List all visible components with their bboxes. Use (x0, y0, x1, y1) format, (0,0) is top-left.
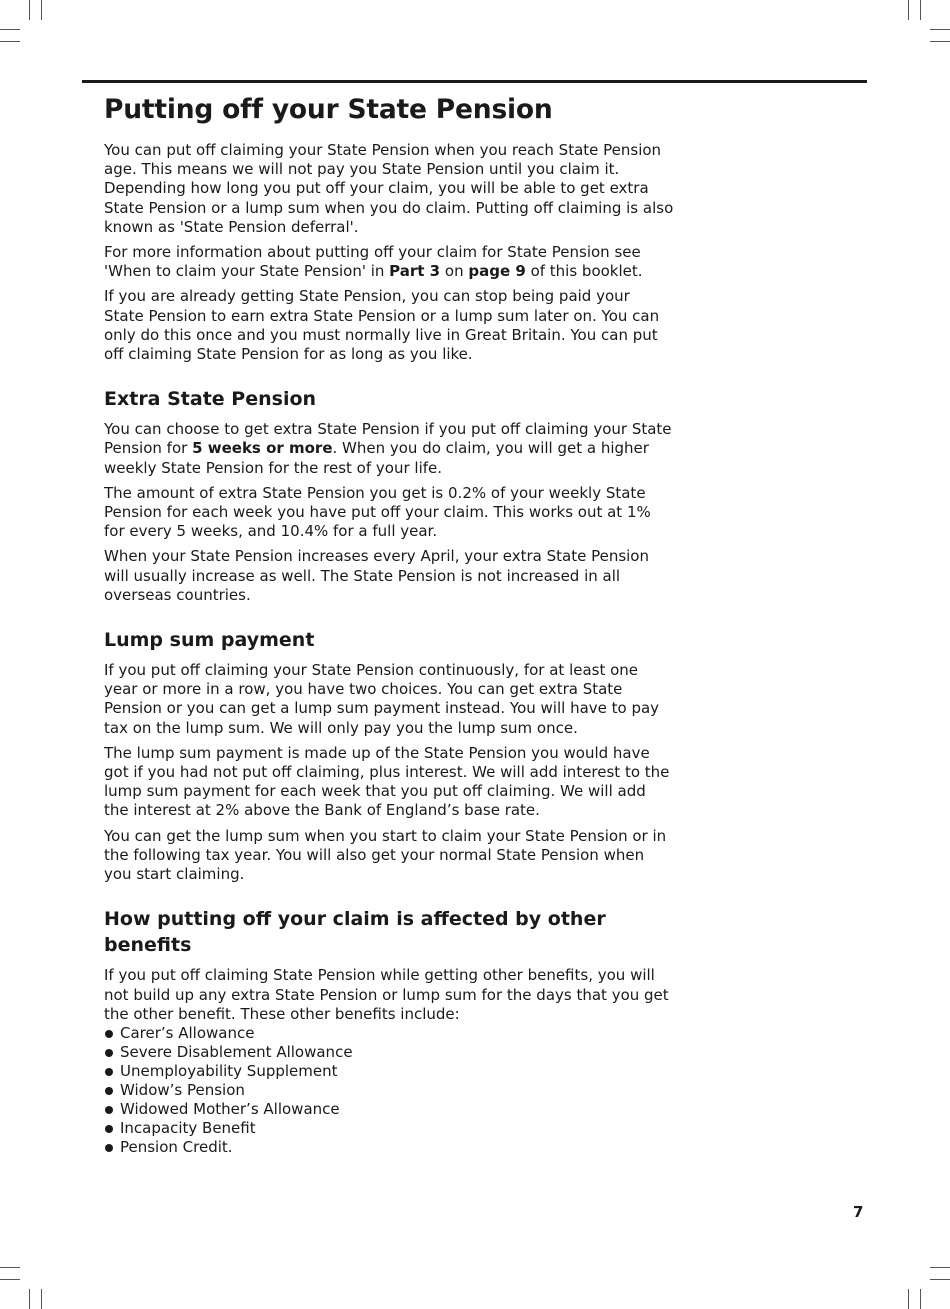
page-reference: page 9 (468, 262, 526, 281)
lump-paragraph-1: If you put off claiming your State Pension continuously, for at least one year or more in a row, you have two choices. You can get extra State Pension or you can get a lump sum payment instead. You will have to pay tax on the lump sum. We will only pay you the lump sum once. (104, 661, 660, 737)
crop-mark (0, 41, 20, 42)
list-item: Unemployability Supplement (104, 1062, 674, 1081)
crop-mark (908, 0, 909, 20)
crop-mark (920, 0, 921, 20)
extra-paragraph-3: When your State Pension increases every April, your extra State Pension will usually increase as well. The State Pension is not increased in all overseas countries. (104, 547, 649, 604)
benefits-list (104, 1024, 674, 1157)
section-heading: Lump sum payment (104, 629, 315, 652)
list-item: Severe Disablement Allowance (104, 1043, 674, 1062)
crop-mark (0, 29, 20, 30)
section-lump-sum (104, 627, 674, 884)
page-content (104, 93, 674, 1157)
crop-mark (930, 29, 950, 30)
intro-paragraph-2: For more information about putting off your claim for State Pension see 'When to claim your State Pension' in Part 3 on page 9 of this booklet. (104, 243, 643, 281)
section-extra-state-pension (104, 386, 674, 605)
extra-paragraph-1: You can choose to get extra State Pension if you put off claiming your State Pension for 5 weeks or more. When you do claim, you will get a higher weekly State Pension for the rest of your life. (104, 420, 672, 477)
part-reference: Part 3 (389, 262, 441, 281)
lump-paragraph-2: The lump sum payment is made up of the State Pension you would have got if you had not put off claiming, plus interest. We will add interest to the lump sum payment for each week that you put off claiming. We will add the interest at 2% above the Bank of England’s base rate. (104, 743, 670, 820)
crop-mark (29, 0, 30, 20)
intro-paragraph-1: You can put off claiming your State Pension when you reach State Pension age. This means we will not pay you State Pension until you claim it. Depending how long you put off your claim, you will be able to get extra State Pension or a lump sum when you do claim. Putting off claiming is also known as 'State Pension deferral'. (104, 141, 674, 236)
page-title: Putting off your State Pension (104, 94, 553, 125)
crop-mark (41, 0, 42, 20)
list-item: Pension Credit. (104, 1138, 674, 1157)
extra-paragraph-2: The amount of extra State Pension you get is 0.2% of your weekly State Pension for each week you have put off your claim. This works out at 1% for every 5 weeks, and 10.4% for a full year. (104, 483, 651, 541)
page-number: 7 (853, 1203, 864, 1221)
crop-mark (29, 1289, 30, 1309)
other-paragraph-1: If you put off claiming State Pension while getting other benefits, you will not build up any extra State Pension or lump sum for the days that you get the other benefit. These other benefits include: (104, 966, 669, 1023)
lump-paragraph-3: You can get the lump sum when you start to claim your State Pension or in the following tax year. You will also get your normal State Pension when you start claiming. (104, 826, 667, 884)
list-item: Incapacity Benefit (104, 1119, 674, 1138)
crop-mark (930, 1267, 950, 1268)
intro-paragraph-3: If you are already getting State Pension, you can stop being paid your State Pension to earn extra State Pension or a lump sum later on. You can only do this once and you must normally live in Great Britain. You can put off claiming State Pension for as long as you like. (104, 287, 660, 364)
crop-mark (930, 1279, 950, 1280)
list-item: Widow’s Pension (104, 1081, 674, 1100)
crop-mark (0, 1279, 20, 1280)
crop-mark (908, 1289, 909, 1309)
section-heading: Extra State Pension (104, 388, 317, 411)
list-item: Widowed Mother’s Allowance (104, 1100, 674, 1119)
crop-mark (0, 1267, 20, 1268)
section-other-benefits (104, 906, 674, 1157)
top-rule (82, 80, 867, 83)
list-item: Carer’s Allowance (104, 1024, 674, 1043)
crop-mark (41, 1289, 42, 1309)
crop-mark (920, 1289, 921, 1309)
crop-mark (930, 41, 950, 42)
section-heading: How putting off your claim is affected by other benefits (104, 908, 606, 957)
